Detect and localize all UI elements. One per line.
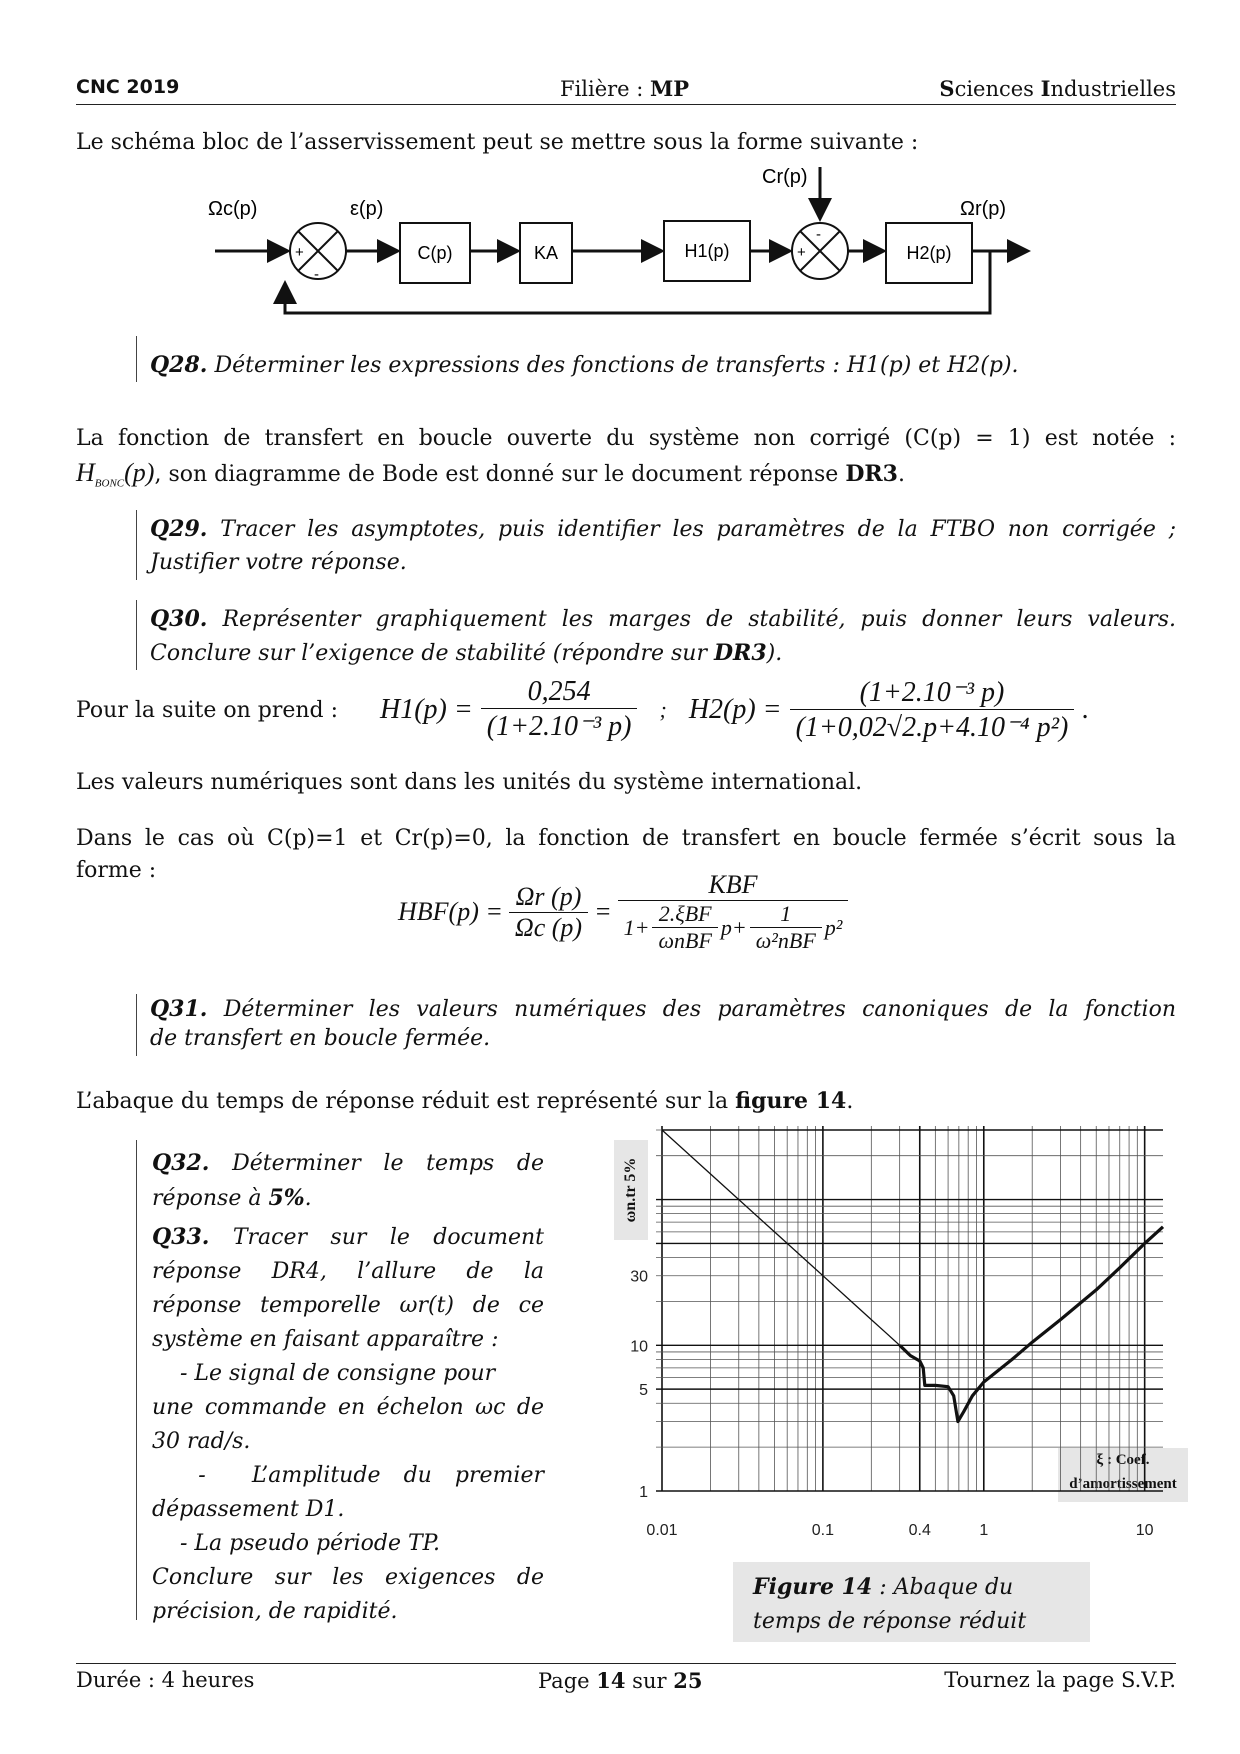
footer-page-total: 25 — [673, 1668, 703, 1693]
header-center — [560, 76, 689, 101]
abaque-end: . — [846, 1089, 854, 1114]
block-h1: H1(p) — [684, 241, 730, 261]
block-ka: KA — [533, 243, 559, 263]
x-tick-label: 0.1 — [811, 1522, 835, 1539]
q32-pct: 5% — [268, 1185, 305, 1211]
q32-end: . — [304, 1186, 312, 1211]
q33-line: 30 rad/s. — [152, 1429, 251, 1454]
q30 — [150, 606, 1176, 666]
x-tick-label: 0.4 — [908, 1522, 931, 1539]
q31-bar — [136, 994, 137, 1056]
q29-line2: Justifier votre réponse. — [150, 550, 407, 575]
q28-bar — [136, 336, 137, 382]
footer-page-number: 14 — [596, 1668, 626, 1693]
suite-intro: Pour la suite on prend : — [76, 698, 339, 723]
q29-line1: Tracer les asymptotes, puis identifier les paramètres de la FTBO non corrigée ; — [207, 517, 1176, 542]
filiere-value: MP — [650, 76, 690, 101]
hbonc-sub: BONC — [94, 477, 125, 490]
hbf-den-b-den: ω²nBF — [755, 928, 816, 953]
hbf-formula — [398, 870, 848, 954]
ftbo-line2 — [76, 458, 1176, 489]
y-tick-label: 5 — [639, 1382, 648, 1400]
figure-caption — [733, 1562, 1090, 1642]
hbf-den-a — [652, 901, 717, 954]
q31-label: Q31. — [150, 996, 208, 1022]
curve-low-damping — [662, 1130, 900, 1345]
hbf-ratio-den: Ωc (p) — [514, 912, 583, 942]
q29 — [150, 516, 1176, 575]
formula-end: . — [1082, 693, 1090, 725]
hbf-den-b-num: 1 — [750, 901, 822, 928]
q33-label: Q33. — [152, 1224, 210, 1250]
q33-line: - L’amplitude du premier — [152, 1463, 544, 1488]
abaque-text — [76, 1088, 1176, 1114]
intro-text: Le schéma bloc de l’asservissement peut se mettre sous la forme suivante : — [76, 130, 919, 155]
q28 — [150, 352, 1019, 378]
footer-page — [538, 1668, 702, 1693]
input-label: Ωc(p) — [208, 198, 258, 220]
error-label: ε(p) — [350, 198, 384, 220]
caption-rest: : Abaque du — [872, 1575, 1014, 1600]
h2-lhs: H2(p) = — [688, 693, 782, 725]
h2-fraction — [790, 675, 1075, 744]
hbonc-symbol: H — [76, 458, 95, 487]
h1-lhs: H1(p) = — [380, 693, 473, 725]
q31 — [150, 996, 1176, 1051]
block-c: C(p) — [417, 243, 453, 263]
sum1-minus: - — [314, 266, 319, 283]
q31-line2: de transfert en boucle fermée. — [150, 1026, 491, 1051]
footer-rule — [76, 1663, 1176, 1664]
footer-sur: sur — [625, 1669, 674, 1693]
y-tick-label: 10 — [630, 1338, 648, 1356]
caption-bold: Figure 14 — [753, 1574, 873, 1600]
q30-line2: Conclure sur l’exigence de stabilité (répondre sur — [150, 641, 714, 666]
ftbo-text: , son diagramme de Bode est donné sur le document réponse — [154, 462, 846, 487]
hbf-den-p2: p² — [824, 914, 843, 940]
h1-formula — [380, 675, 1089, 744]
header-left: CNC 2019 — [76, 76, 180, 98]
header-right — [939, 76, 1176, 101]
q28-label: Q28. — [150, 352, 208, 378]
x-tick-label: 10 — [1135, 1522, 1154, 1539]
ftbo-end: . — [897, 462, 905, 487]
units-text: Les valeurs numériques sont dans les unités du système international. — [76, 770, 863, 795]
q30-bar — [136, 600, 137, 670]
block-h2: H2(p) — [906, 243, 952, 263]
hbf-den-1: 1+ — [623, 914, 650, 940]
header-i: I — [1040, 76, 1051, 101]
ftbo-dr3: DR3 — [845, 461, 898, 487]
q32-q33-bar — [136, 1140, 137, 1620]
chart-xlabel-1: ξ : Coef. — [1096, 1452, 1150, 1468]
q30-end: ). — [766, 641, 783, 666]
hbf-den-p: p+ — [720, 914, 747, 940]
h1-den: (1+2.10⁻³ p) — [486, 711, 632, 742]
block-diagram — [200, 155, 1040, 335]
hbf-den-a-den: ωnBF — [658, 928, 712, 953]
h1-num: 0,254 — [481, 676, 638, 709]
caption-line2: temps de réponse réduit — [753, 1609, 1027, 1634]
q32-line1: Déterminer le temps de — [209, 1151, 544, 1176]
hbf-canonical — [618, 870, 849, 954]
header-rule — [76, 104, 1176, 105]
abaque-lead: L’abaque du temps de réponse réduit est représenté sur la — [76, 1089, 736, 1114]
q30-dr3: DR3 — [713, 640, 767, 666]
q33-line: Conclure sur les exigences de — [152, 1565, 544, 1590]
footer-right: Tournez la page S.V.P. — [944, 1668, 1176, 1692]
footer-page-label: Page — [538, 1669, 597, 1693]
chart-xlabel-2: d’amortissement — [1069, 1476, 1177, 1492]
hbf-den — [618, 901, 849, 954]
hbf-ratio — [509, 882, 588, 943]
hbf-den-a-num: 2.ξBF — [652, 901, 717, 928]
output-label: Ωr(p) — [960, 198, 1007, 220]
header-industrielles: ndustrielles — [1050, 77, 1176, 101]
xlabel-box — [1058, 1448, 1188, 1502]
sum1-plus: + — [295, 244, 304, 261]
chart-ylabel: ωn.tr 5% — [622, 1157, 639, 1223]
sum2-plus: + — [797, 244, 806, 261]
curve-response-time — [900, 1227, 1163, 1422]
h2-num: (1+2.10⁻³ p) — [790, 675, 1075, 710]
y-tick-label: 1 — [639, 1484, 648, 1501]
h1-fraction — [481, 676, 638, 743]
q33-line: une commande en échelon ωc de — [152, 1395, 544, 1420]
q32-q33 — [152, 1146, 544, 1629]
hbf-eq: = — [594, 897, 612, 926]
h2-den: (1+0,02√2.p+4.10⁻⁴ p²) — [795, 712, 1069, 743]
q33-line: système en faisant apparaître : — [152, 1327, 499, 1352]
q33-line: Tracer sur le document — [209, 1225, 544, 1250]
hbf-lhs: HBF(p) = — [398, 897, 503, 926]
hbonc-arg: (p) — [124, 458, 155, 487]
sum2-minus: - — [816, 226, 821, 243]
disturbance-label: Cr(p) — [762, 166, 808, 188]
q33-line: réponse DR4, l’allure de la — [152, 1259, 544, 1284]
q32-line2: réponse à — [152, 1186, 269, 1211]
ftbo-line1: La fonction de transfert en boucle ouverte du système non corrigé (C(p) = 1) est notée : — [76, 426, 1176, 451]
q29-bar — [136, 510, 137, 580]
cas-line2: forme : — [76, 858, 157, 883]
q28-text: Déterminer les expressions des fonctions de transferts : H1(p) et H2(p). — [207, 353, 1019, 378]
q31-line1: Déterminer les valeurs numériques des paramètres canoniques de la fonction — [207, 997, 1176, 1022]
hbf-ratio-num: Ωr (p) — [509, 882, 588, 913]
q33-line: dépassement D1. — [152, 1497, 345, 1522]
q33-line: - Le signal de consigne pour — [152, 1361, 496, 1386]
q30-label: Q30. — [150, 606, 208, 632]
ylabel-box — [614, 1140, 648, 1240]
q33-line: - La pseudo période TP. — [152, 1531, 441, 1556]
q32-label: Q32. — [152, 1150, 210, 1176]
x-tick-label: 0.01 — [646, 1522, 678, 1539]
q33-line: réponse temporelle ωr(t) de ce — [152, 1293, 544, 1318]
hbf-den-b — [750, 901, 822, 954]
header-s: S — [939, 76, 955, 101]
q30-line1: Représenter graphiquement les marges de stabilité, puis donner leurs valeurs. — [207, 607, 1176, 632]
header-sciences: ciences — [954, 77, 1041, 101]
hbf-num: KBF — [618, 870, 849, 901]
q29-label: Q29. — [150, 516, 208, 542]
q33-line: précision, de rapidité. — [152, 1599, 398, 1624]
footer-left: Durée : 4 heures — [76, 1668, 255, 1692]
y-tick-label: 30 — [630, 1268, 648, 1286]
cas-line1: Dans le cas où C(p)=1 et Cr(p)=0, la fonction de transfert en boucle fermée s’écrit sous la — [76, 826, 1176, 851]
abaque-figref: figure 14 — [735, 1088, 847, 1114]
formula-separator: ; — [659, 696, 667, 722]
filiere-label: Filière : — [560, 77, 651, 101]
x-tick-label: 1 — [979, 1522, 989, 1539]
